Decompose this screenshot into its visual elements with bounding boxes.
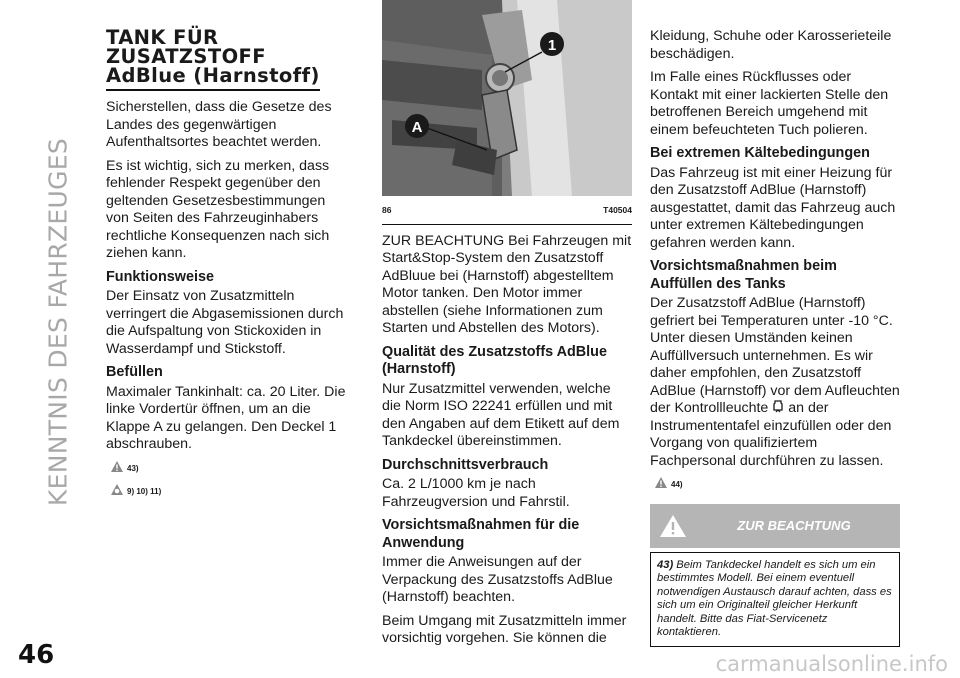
warning-triangle-icon: [110, 460, 124, 473]
qualitaet-paragraph: Nur Zusatzmittel verwenden, welche die Norm ISO 22241 erfüllen und mit den Angaben auf dem Etikett auf dem Tankdeckel übereinstimmen.: [382, 380, 620, 449]
verbrauch-paragraph: Ca. 2 L/1000 km je nach Fahrzeugversion und Fahrstil.: [382, 476, 570, 510]
kaelte-paragraph: Das Fahrzeug ist mit einer Heizung für den Zusatzstoff AdBlue (Harnstoff) ausgestattet, damit das Fahrzeug auch unter extremen Kältebedingungen gefahren werden kann.: [650, 164, 896, 251]
auffuellen-text-part-2: an der Instrumententafel einzufüllen oder den Vorgang von qualifiziertem Fachpersonal durchführen zu lassen.: [650, 400, 892, 469]
page-number: 46: [18, 640, 55, 670]
warning-box-header: [650, 504, 900, 548]
adblue-filler-illustration: [382, 0, 632, 196]
heading-funktionsweise: Funktionsweise: [106, 268, 214, 285]
auffuellen-text-part-1: Der Zusatzstoff AdBlue (Harnstoff) gefriert bei Temperaturen unter -10 °C. Unter diesen Umständen keinen Auffüllversuch unternehmen. Es wir daher empfohlen, den Zusatzstoff AdBlue (Harnstoff) vor dem Aufleuchten der Kontrollleuchte: [650, 295, 900, 416]
section-title: [106, 28, 320, 91]
intro-paragraph: Sicherstellen, dass die Gesetze des Landes des gegenwärtigen Aufenthaltsortes beachtet werden.: [106, 99, 332, 150]
funktionsweise-paragraph: Der Einsatz von Zusatzmitteln verringert die Abgasemissionen durch die Aufspaltung von Stickoxiden in Wasserdampf und Stickstoff.: [106, 288, 344, 357]
figure-caption: [382, 196, 632, 225]
warning-triangle-icon: [658, 513, 688, 539]
column-3: [650, 28, 900, 647]
warning-reference-44: [654, 476, 900, 494]
anwendung-paragraph: Immer die Anweisungen auf der Verpackung des Zusatzstoffs AdBlue (Harnstoff) beachten.: [382, 554, 613, 605]
warning-triangle-icon: [654, 476, 668, 489]
continued-paragraph: Kleidung, Schuhe oder Karosserieteile beschädigen.: [650, 28, 892, 62]
caution-reference-numbers: 9) 10) 11): [127, 487, 162, 496]
callout-1-label: 1: [547, 37, 557, 54]
heading-qualitaet: Qualität des Zusatzstoffs AdBlue (Harnstoff): [382, 343, 607, 377]
start-stop-note: ZUR BEACHTUNG Bei Fahrzeugen mit Start&Stop-System den Zusatzstoff AdBluue bei (Harnstoff) abgestelltem Motor tanken. Den Motor immer abstellen (siehe Informationen zum Starten und Abstellen des Motors).: [382, 232, 632, 336]
chapter-side-title: [28, 42, 88, 602]
figure-code: T40504: [603, 205, 632, 215]
warning-reference-number: 43): [127, 463, 139, 473]
warning-reference: [110, 460, 352, 478]
heading-vorsichtsmassnahmen-auffuellen: Vorsichtsmaßnahmen beim Auffüllen des Tanks: [650, 258, 837, 292]
caution-reference: [110, 483, 352, 501]
legal-paragraph: Es ist wichtig, sich zu merken, dass fehlender Respekt gegenüber den geltenden Gesetzesbestimmungen von Seiten des Fahrzeuginhabers rechtliche Konsequenzen nach sich ziehen kann.: [106, 157, 330, 261]
caution-hand-icon: [110, 483, 124, 496]
figure-number: 86: [382, 205, 392, 215]
umgang-paragraph: Beim Umgang mit Zusatzmitteln immer vorsichtig vorgehen. Sie können die: [382, 612, 627, 646]
warning-box: [650, 504, 900, 648]
watermark: carmanualsonline.info: [715, 652, 948, 676]
warning-note-text: Beim Tankdeckel handelt es sich um ein bestimmtes Modell. Bei einem eventuell notwendigen Austausch darauf achten, dass es sich um ein Originalteil gleicher Herkunft handelt. Bitte das Fiat-Servicenetz kontaktieren.: [657, 558, 892, 639]
heading-durchschnittsverbrauch: Durchschnittsverbrauch: [382, 456, 549, 473]
warning-box-title: ZUR BEACHTUNG: [737, 517, 851, 533]
adblue-warning-light-icon: [772, 400, 784, 413]
column-1: [106, 28, 352, 507]
heading-kaeltebedingungen: Bei extremen Kältebedingungen: [650, 145, 870, 161]
callout-a-label: A: [411, 119, 423, 136]
warning-reference-number: 44): [671, 480, 683, 489]
warning-note-number: 43): [657, 558, 674, 571]
befuellen-paragraph: Maximaler Tankinhalt: ca. 20 Liter. Die linke Vordertür öffnen, um an die Klappe A zu gelangen. Den Deckel 1 abschrauben.: [106, 383, 346, 452]
adblue-filler-figure: [382, 0, 632, 196]
section-title-line-3: AdBlue (Harnstoff): [106, 64, 320, 87]
section-title-line-1: TANK FÜR: [106, 26, 219, 49]
warning-box-body: [650, 552, 900, 648]
heading-befuellen: Befüllen: [106, 364, 163, 380]
heading-vorsichtsmassnahmen-anwendung: Vorsichtsmaßnahmen für die Anwendung: [382, 517, 580, 551]
section-title-line-2: ZUSATZSTOFF: [106, 45, 267, 68]
column-2: [382, 28, 632, 654]
auffuellen-paragraph: [650, 295, 900, 470]
rueckfluss-paragraph: Im Falle eines Rückflusses oder Kontakt mit einer lackierten Stelle den betroffenen Bereich umgehend mit einem befeuchteten Tuch polieren.: [650, 69, 889, 138]
chapter-side-title-text: KENNTNIS DES FAHRZEUGES: [43, 137, 73, 507]
